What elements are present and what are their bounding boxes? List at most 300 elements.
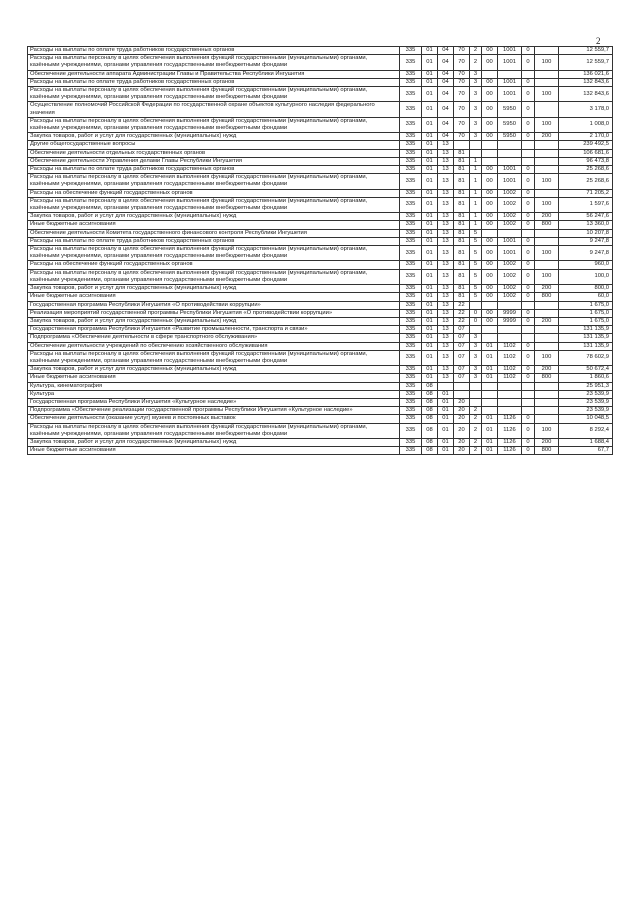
section-code: 01 bbox=[422, 87, 438, 102]
sub-code: 0 bbox=[522, 447, 535, 455]
ministry-code: 335 bbox=[400, 309, 422, 317]
expense-type-code: 800 bbox=[535, 447, 559, 455]
subsection-code: 01 bbox=[438, 398, 454, 406]
ministry-code: 335 bbox=[400, 423, 422, 438]
program-code: 07 bbox=[454, 334, 470, 342]
subsection-code: 13 bbox=[438, 366, 454, 374]
program-code: 81 bbox=[454, 237, 470, 245]
subsection-code: 13 bbox=[438, 342, 454, 350]
direction-code bbox=[498, 141, 522, 149]
ministry-code: 335 bbox=[400, 390, 422, 398]
event-code: 00 bbox=[482, 317, 498, 325]
amount: 9 247,8 bbox=[559, 237, 613, 245]
program-code: 81 bbox=[454, 269, 470, 284]
direction-code: 1002 bbox=[498, 261, 522, 269]
row-name: Подпрограмма «Обеспечение деятельности в сфере транспортного обслуживания» bbox=[28, 334, 400, 342]
ministry-code: 335 bbox=[400, 102, 422, 117]
ministry-code: 335 bbox=[400, 47, 422, 55]
direction-code: 1002 bbox=[498, 189, 522, 197]
sub-code: 0 bbox=[522, 55, 535, 70]
program-code bbox=[454, 141, 470, 149]
event-code: 00 bbox=[482, 87, 498, 102]
sub-code: 0 bbox=[522, 133, 535, 141]
amount: 25 951,3 bbox=[559, 382, 613, 390]
subprogram-code: 1 bbox=[470, 174, 482, 189]
subprogram-code bbox=[470, 390, 482, 398]
ministry-code: 335 bbox=[400, 149, 422, 157]
amount: 71 205,2 bbox=[559, 189, 613, 197]
ministry-code: 335 bbox=[400, 174, 422, 189]
subsection-code: 13 bbox=[438, 317, 454, 325]
sub-code: 0 bbox=[522, 237, 535, 245]
subsection-code: 13 bbox=[438, 149, 454, 157]
ministry-code: 335 bbox=[400, 246, 422, 261]
amount: 1 675,0 bbox=[559, 317, 613, 325]
program-code: 20 bbox=[454, 438, 470, 446]
amount: 136 021,6 bbox=[559, 70, 613, 78]
subsection-code: 04 bbox=[438, 87, 454, 102]
subsection-code: 13 bbox=[438, 374, 454, 382]
section-code: 01 bbox=[422, 166, 438, 174]
section-code: 01 bbox=[422, 317, 438, 325]
direction-code: 1001 bbox=[498, 174, 522, 189]
sub-code: 0 bbox=[522, 246, 535, 261]
direction-code bbox=[498, 390, 522, 398]
amount: 10 048,5 bbox=[559, 415, 613, 423]
section-code: 01 bbox=[422, 229, 438, 237]
event-code: 00 bbox=[482, 213, 498, 221]
sub-code: 0 bbox=[522, 350, 535, 365]
row-name: Закупка товаров, работ и услуг для государственных (муниципальных) нужд bbox=[28, 438, 400, 446]
subsection-code: 13 bbox=[438, 285, 454, 293]
direction-code: 1001 bbox=[498, 78, 522, 86]
section-code: 01 bbox=[422, 157, 438, 165]
subsection-code: 13 bbox=[438, 221, 454, 229]
subprogram-code: 1 bbox=[470, 157, 482, 165]
amount: 800,0 bbox=[559, 285, 613, 293]
program-code: 81 bbox=[454, 246, 470, 261]
subprogram-code: 5 bbox=[470, 246, 482, 261]
subprogram-code bbox=[470, 301, 482, 309]
program-code: 22 bbox=[454, 309, 470, 317]
sub-code: 0 bbox=[522, 293, 535, 301]
sub-code: 0 bbox=[522, 269, 535, 284]
expense-type-code bbox=[535, 407, 559, 415]
section-code: 01 bbox=[422, 366, 438, 374]
row-name: Расходы на выплаты по оплате труда работников государственных органов bbox=[28, 47, 400, 55]
event-code bbox=[482, 141, 498, 149]
sub-code: 0 bbox=[522, 342, 535, 350]
subprogram-code bbox=[470, 398, 482, 406]
direction-code bbox=[498, 326, 522, 334]
ministry-code: 335 bbox=[400, 221, 422, 229]
sub-code: 0 bbox=[522, 102, 535, 117]
subprogram-code: 3 bbox=[470, 70, 482, 78]
program-code: 70 bbox=[454, 78, 470, 86]
program-code: 81 bbox=[454, 197, 470, 212]
expense-type-code bbox=[535, 398, 559, 406]
table-row bbox=[28, 221, 613, 229]
direction-code: 1102 bbox=[498, 374, 522, 382]
event-code: 01 bbox=[482, 438, 498, 446]
row-name: Государственная программа Республики Ингушетия «Развитие промышленности, транспорта и связи» bbox=[28, 326, 400, 334]
expense-type-code: 200 bbox=[535, 366, 559, 374]
amount: 67,7 bbox=[559, 447, 613, 455]
amount: 12 559,7 bbox=[559, 55, 613, 70]
ministry-code: 335 bbox=[400, 141, 422, 149]
direction-code: 1001 bbox=[498, 166, 522, 174]
subsection-code: 13 bbox=[438, 301, 454, 309]
section-code: 08 bbox=[422, 415, 438, 423]
subprogram-code: 3 bbox=[470, 87, 482, 102]
direction-code: 1002 bbox=[498, 221, 522, 229]
program-code: 70 bbox=[454, 47, 470, 55]
event-code bbox=[482, 382, 498, 390]
direction-code bbox=[498, 398, 522, 406]
sub-code: 0 bbox=[522, 374, 535, 382]
section-code: 01 bbox=[422, 189, 438, 197]
expense-type-code bbox=[535, 102, 559, 117]
row-name: Обеспечение деятельности учреждений по обеспечению хозяйственного обслуживания bbox=[28, 342, 400, 350]
subsection-code: 13 bbox=[438, 213, 454, 221]
subprogram-code: 5 bbox=[470, 229, 482, 237]
sub-code bbox=[522, 390, 535, 398]
event-code: 01 bbox=[482, 447, 498, 455]
direction-code: 1002 bbox=[498, 197, 522, 212]
expense-type-code bbox=[535, 326, 559, 334]
row-name: Расходы на выплаты персоналу в целях обеспечения выполнения функций государственными (муниципальными) органами, казёнными учреждениями, органами управления государственными внебюджетными фондами bbox=[28, 423, 400, 438]
event-code: 00 bbox=[482, 293, 498, 301]
ministry-code: 335 bbox=[400, 350, 422, 365]
subsection-code: 04 bbox=[438, 55, 454, 70]
row-name: Государственная программа Республики Ингушетия «Культурное наследие» bbox=[28, 398, 400, 406]
section-code: 01 bbox=[422, 374, 438, 382]
program-code: 20 bbox=[454, 415, 470, 423]
program-code: 07 bbox=[454, 326, 470, 334]
subprogram-code bbox=[470, 382, 482, 390]
subsection-code: 13 bbox=[438, 334, 454, 342]
expense-type-code bbox=[535, 149, 559, 157]
section-code: 01 bbox=[422, 261, 438, 269]
ministry-code: 335 bbox=[400, 326, 422, 334]
row-name: Культура, кинематография bbox=[28, 382, 400, 390]
amount: 10 207,8 bbox=[559, 229, 613, 237]
sub-code: 0 bbox=[522, 78, 535, 86]
expense-type-code bbox=[535, 309, 559, 317]
direction-code: 1102 bbox=[498, 366, 522, 374]
program-code bbox=[454, 390, 470, 398]
sub-code bbox=[522, 141, 535, 149]
row-name: Расходы на выплаты персоналу в целях обеспечения выполнения функций государственными (муниципальными) органами, казёнными учреждениями, органами управления государственными внебюджетными фондами bbox=[28, 269, 400, 284]
event-code: 01 bbox=[482, 366, 498, 374]
sub-code: 0 bbox=[522, 438, 535, 446]
subsection-code: 04 bbox=[438, 102, 454, 117]
row-name: Закупка товаров, работ и услуг для государственных (муниципальных) нужд bbox=[28, 366, 400, 374]
ministry-code: 335 bbox=[400, 285, 422, 293]
subprogram-code: 5 bbox=[470, 261, 482, 269]
sub-code bbox=[522, 382, 535, 390]
subprogram-code: 3 bbox=[470, 350, 482, 365]
subprogram-code: 1 bbox=[470, 197, 482, 212]
direction-code: 1002 bbox=[498, 213, 522, 221]
program-code: 81 bbox=[454, 166, 470, 174]
subsection-code: 13 bbox=[438, 269, 454, 284]
amount: 960,0 bbox=[559, 261, 613, 269]
section-code: 08 bbox=[422, 390, 438, 398]
row-name: Иные бюджетные ассигнования bbox=[28, 221, 400, 229]
expense-type-code bbox=[535, 189, 559, 197]
subsection-code: 13 bbox=[438, 237, 454, 245]
expense-type-code bbox=[535, 70, 559, 78]
subprogram-code: 3 bbox=[470, 342, 482, 350]
row-name: Другие общегосударственные вопросы bbox=[28, 141, 400, 149]
table-row bbox=[28, 326, 613, 334]
event-code: 01 bbox=[482, 415, 498, 423]
subsection-code: 04 bbox=[438, 78, 454, 86]
subprogram-code: 3 bbox=[470, 78, 482, 86]
program-code: 70 bbox=[454, 102, 470, 117]
event-code: 00 bbox=[482, 261, 498, 269]
table-row bbox=[28, 301, 613, 309]
amount: 50 672,4 bbox=[559, 366, 613, 374]
program-code bbox=[454, 382, 470, 390]
amount: 131 135,9 bbox=[559, 342, 613, 350]
amount: 3 178,0 bbox=[559, 102, 613, 117]
ministry-code: 335 bbox=[400, 237, 422, 245]
sub-code: 0 bbox=[522, 261, 535, 269]
subprogram-code: 2 bbox=[470, 407, 482, 415]
sub-code: 0 bbox=[522, 213, 535, 221]
program-code: 81 bbox=[454, 149, 470, 157]
sub-code: 0 bbox=[522, 317, 535, 325]
ministry-code: 335 bbox=[400, 70, 422, 78]
subsection-code: 01 bbox=[438, 423, 454, 438]
section-code: 01 bbox=[422, 102, 438, 117]
subprogram-code: 2 bbox=[470, 447, 482, 455]
subsection-code: 13 bbox=[438, 309, 454, 317]
row-name: Иные бюджетные ассигнования bbox=[28, 374, 400, 382]
event-code: 00 bbox=[482, 189, 498, 197]
table-row bbox=[28, 407, 613, 415]
amount: 1 860,6 bbox=[559, 374, 613, 382]
subsection-code: 04 bbox=[438, 133, 454, 141]
program-code: 22 bbox=[454, 317, 470, 325]
subprogram-code: 3 bbox=[470, 366, 482, 374]
expense-type-code: 100 bbox=[535, 174, 559, 189]
direction-code bbox=[498, 301, 522, 309]
amount: 132 843,6 bbox=[559, 87, 613, 102]
sub-code: 0 bbox=[522, 309, 535, 317]
row-name: Закупка товаров, работ и услуг для государственных (муниципальных) нужд bbox=[28, 213, 400, 221]
section-code: 08 bbox=[422, 447, 438, 455]
amount: 131 135,9 bbox=[559, 334, 613, 342]
budget-table bbox=[27, 46, 613, 455]
event-code bbox=[482, 70, 498, 78]
row-name: Реализация мероприятий государственной программы Республики Ингушетия «О противодействии коррупции» bbox=[28, 309, 400, 317]
expense-type-code bbox=[535, 157, 559, 165]
table-row bbox=[28, 102, 613, 117]
table-row bbox=[28, 87, 613, 102]
expense-type-code: 800 bbox=[535, 374, 559, 382]
section-code: 01 bbox=[422, 78, 438, 86]
table-row bbox=[28, 237, 613, 245]
ministry-code: 335 bbox=[400, 157, 422, 165]
sub-code: 0 bbox=[522, 197, 535, 212]
page-number: 2 bbox=[596, 36, 601, 46]
table-row bbox=[28, 390, 613, 398]
table-row bbox=[28, 261, 613, 269]
table-row bbox=[28, 213, 613, 221]
expense-type-code: 100 bbox=[535, 246, 559, 261]
expense-type-code bbox=[535, 47, 559, 55]
table-row bbox=[28, 317, 613, 325]
table-row bbox=[28, 189, 613, 197]
row-name: Закупка товаров, работ и услуг для государственных (муниципальных) нужд bbox=[28, 133, 400, 141]
event-code bbox=[482, 334, 498, 342]
subprogram-code: 2 bbox=[470, 47, 482, 55]
direction-code: 1102 bbox=[498, 342, 522, 350]
subsection-code: 04 bbox=[438, 70, 454, 78]
subprogram-code: 3 bbox=[470, 102, 482, 117]
amount: 1 675,0 bbox=[559, 301, 613, 309]
row-name: Расходы на выплаты персоналу в целях обеспечения выполнения функций государственными (муниципальными) органами, казёнными учреждениями, органами управления государственными внебюджетными фондами bbox=[28, 117, 400, 132]
sub-code bbox=[522, 334, 535, 342]
event-code: 00 bbox=[482, 166, 498, 174]
row-name: Расходы на выплаты персоналу в целях обеспечения выполнения функций государственными (муниципальными) органами, казёнными учреждениями, органами управления государственными внебюджетными фондами bbox=[28, 55, 400, 70]
program-code: 81 bbox=[454, 174, 470, 189]
ministry-code: 335 bbox=[400, 317, 422, 325]
row-name: Расходы на выплаты по оплате труда работников государственных органов bbox=[28, 78, 400, 86]
section-code: 01 bbox=[422, 246, 438, 261]
subsection-code: 13 bbox=[438, 197, 454, 212]
amount: 8 292,4 bbox=[559, 423, 613, 438]
event-code: 01 bbox=[482, 374, 498, 382]
section-code: 01 bbox=[422, 293, 438, 301]
amount: 100,0 bbox=[559, 269, 613, 284]
ministry-code: 335 bbox=[400, 374, 422, 382]
event-code bbox=[482, 326, 498, 334]
section-code: 01 bbox=[422, 334, 438, 342]
expense-type-code: 200 bbox=[535, 317, 559, 325]
direction-code: 1126 bbox=[498, 423, 522, 438]
amount: 56 247,6 bbox=[559, 213, 613, 221]
section-code: 01 bbox=[422, 70, 438, 78]
ministry-code: 335 bbox=[400, 87, 422, 102]
table-row bbox=[28, 309, 613, 317]
section-code: 01 bbox=[422, 141, 438, 149]
program-code: 81 bbox=[454, 221, 470, 229]
table-row bbox=[28, 415, 613, 423]
table-row bbox=[28, 133, 613, 141]
section-code: 01 bbox=[422, 117, 438, 132]
subsection-code: 01 bbox=[438, 438, 454, 446]
subprogram-code: 3 bbox=[470, 117, 482, 132]
section-code: 01 bbox=[422, 221, 438, 229]
sub-code: 0 bbox=[522, 174, 535, 189]
expense-type-code bbox=[535, 334, 559, 342]
amount: 1 675,0 bbox=[559, 309, 613, 317]
expense-type-code: 800 bbox=[535, 221, 559, 229]
subsection-code: 13 bbox=[438, 157, 454, 165]
expense-type-code bbox=[535, 382, 559, 390]
amount: 96 473,8 bbox=[559, 157, 613, 165]
program-code: 07 bbox=[454, 350, 470, 365]
section-code: 01 bbox=[422, 350, 438, 365]
section-code: 01 bbox=[422, 326, 438, 334]
sub-code: 0 bbox=[522, 166, 535, 174]
amount: 25 268,6 bbox=[559, 174, 613, 189]
expense-type-code bbox=[535, 342, 559, 350]
expense-type-code bbox=[535, 166, 559, 174]
amount: 12 559,7 bbox=[559, 47, 613, 55]
expense-type-code bbox=[535, 237, 559, 245]
subprogram-code: 1 bbox=[470, 221, 482, 229]
section-code: 08 bbox=[422, 438, 438, 446]
table-row bbox=[28, 117, 613, 132]
sub-code bbox=[522, 149, 535, 157]
direction-code: 9999 bbox=[498, 317, 522, 325]
ministry-code: 335 bbox=[400, 229, 422, 237]
subsection-code: 13 bbox=[438, 189, 454, 197]
section-code: 01 bbox=[422, 213, 438, 221]
event-code: 00 bbox=[482, 78, 498, 86]
sub-code: 0 bbox=[522, 285, 535, 293]
row-name: Обеспечение деятельности (оказание услуг) музеев и постоянных выставок bbox=[28, 415, 400, 423]
subsection-code bbox=[438, 382, 454, 390]
program-code: 70 bbox=[454, 70, 470, 78]
direction-code bbox=[498, 70, 522, 78]
event-code bbox=[482, 301, 498, 309]
subsection-code: 13 bbox=[438, 141, 454, 149]
program-code: 81 bbox=[454, 285, 470, 293]
ministry-code: 335 bbox=[400, 261, 422, 269]
event-code bbox=[482, 398, 498, 406]
expense-type-code bbox=[535, 390, 559, 398]
section-code: 01 bbox=[422, 301, 438, 309]
direction-code: 1001 bbox=[498, 87, 522, 102]
expense-type-code: 200 bbox=[535, 438, 559, 446]
amount: 1 008,0 bbox=[559, 117, 613, 132]
sub-code: 0 bbox=[522, 189, 535, 197]
subprogram-code: 2 bbox=[470, 423, 482, 438]
direction-code: 1001 bbox=[498, 246, 522, 261]
ministry-code: 335 bbox=[400, 293, 422, 301]
table-row bbox=[28, 149, 613, 157]
subsection-code: 13 bbox=[438, 350, 454, 365]
ministry-code: 335 bbox=[400, 78, 422, 86]
program-code: 20 bbox=[454, 423, 470, 438]
sub-code: 0 bbox=[522, 221, 535, 229]
sub-code bbox=[522, 229, 535, 237]
section-code: 01 bbox=[422, 149, 438, 157]
row-name: Расходы на выплаты по оплате труда работников государственных органов bbox=[28, 166, 400, 174]
table-row bbox=[28, 197, 613, 212]
row-name: Расходы на выплаты персоналу в целях обеспечения выполнения функций государственными (муниципальными) органами, казёнными учреждениями, органами управления государственными внебюджетными фондами bbox=[28, 246, 400, 261]
event-code: 00 bbox=[482, 269, 498, 284]
event-code: 00 bbox=[482, 174, 498, 189]
event-code: 00 bbox=[482, 55, 498, 70]
direction-code bbox=[498, 229, 522, 237]
event-code: 00 bbox=[482, 117, 498, 132]
expense-type-code: 100 bbox=[535, 197, 559, 212]
row-name: Расходы на выплаты персоналу в целях обеспечения выполнения функций государственными (муниципальными) органами, казёнными учреждениями, органами управления государственными внебюджетными фондами bbox=[28, 174, 400, 189]
subprogram-code: 5 bbox=[470, 285, 482, 293]
section-code: 01 bbox=[422, 285, 438, 293]
subsection-code: 01 bbox=[438, 447, 454, 455]
table-row bbox=[28, 55, 613, 70]
event-code: 00 bbox=[482, 237, 498, 245]
table-row bbox=[28, 447, 613, 455]
